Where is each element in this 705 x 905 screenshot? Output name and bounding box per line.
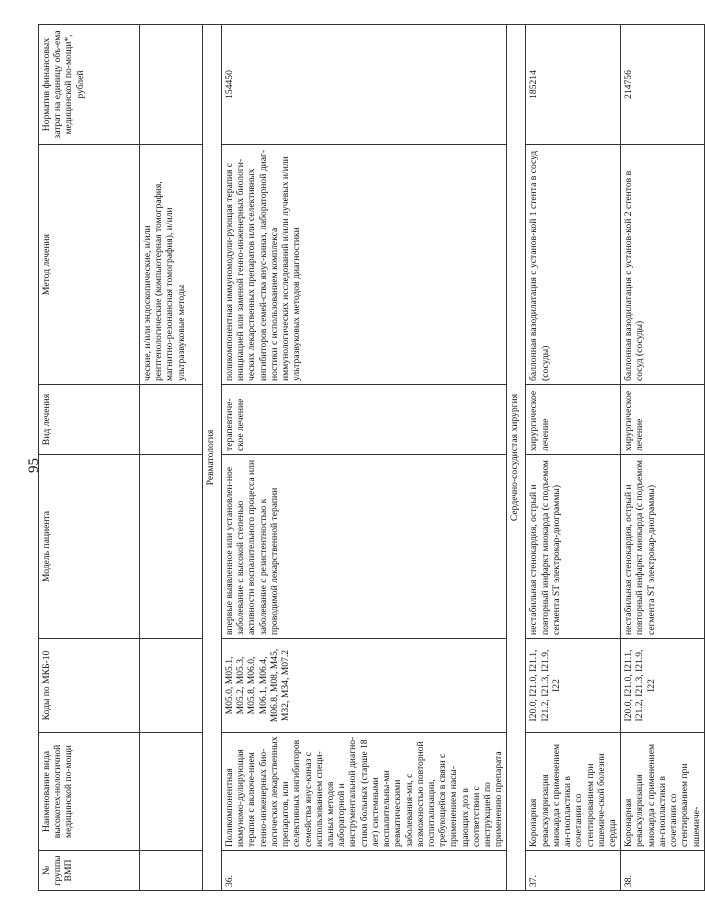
table-row [526,25,621,891]
cell-name: Коронарная реваскуляризация миокарда с применением ан-гиопластики в сочетании со стентированием при ишемиче-ской болезни сердца [526,733,621,851]
table-row [222,25,507,891]
section-row [203,25,222,891]
table-row [621,25,705,891]
section-row [507,25,526,891]
header-vmp-name: Наименование вида высокотех-нологичной медицинской по-мощи [39,733,140,851]
table-header [39,25,140,891]
cell-type: хирургическое лечение [621,385,705,455]
cell-model: нестабильная стенокардия, острый и повторный инфаркт миокарда (с подъемом сегмента ST электрокар-диограммы) [526,455,621,639]
cell-norm: 214756 [621,25,705,145]
cell-name: Поликомпонентная иммуномо-дулирующая терапия с включе-нием генно-инженерных био-логических лекарственных препаратов, или селективных ингибиторов семейства янус-киназ с использованием специ-альных методов лабораторной и инструментальной диагно-стики больных (старше 18 лет) системными воспалительны-ми ревматическими заболевания-ми, с возможностью повторной госпитализации, требующейся в связи с применением насы-щающих доз в соответствии с инструкцией по применению препарата [222,733,507,851]
cell-type: терапевтиче-ское лечение [222,385,507,455]
cell-method: поликомпонентная иммуномодули-рующая терапия с инициацией или заменой генно-инженерных биологи-ческих лекарственных препаратов или селективных ингибиторов семей-ства янус-киназ, лабораторной диаг-ностики с использованием комплекса иммунологических исследований и/или лучевых и/или ультразвуковых методов диагностики [222,145,507,385]
header-patient-model: Модель пациента [39,455,140,639]
cell-codes: I20.0, I21.0, I21.1, I21.2, I21.3, I21.9, I22 [621,639,705,733]
cell-norm: 185214 [526,25,621,145]
section-rheumatology: Ревматология [203,25,222,891]
cell-type: хирургическое лечение [526,385,621,455]
header-financial-norm: Норматив финансовых затрат на единицу объ-ема медицинской по-мощи*, рублей [39,25,140,145]
cell-num: 37. [526,851,621,891]
cell-norm: 154450 [222,25,507,145]
cell-num: 38. [621,851,705,891]
header-treatment-type: Вид лечения [39,385,140,455]
page-number: 95 [26,458,42,473]
continuation-row [140,25,203,891]
cell-num: 36. [222,851,507,891]
cell-method: баллонная вазодилатация с установ-кой 2 стентов в сосуд (сосуды) [621,145,705,385]
section-cardiovascular-surgery: Сердечно-сосудистая хирургия [507,25,526,891]
cell-model: нестабильная стенокардия, острый и повторный инфаркт миокарда (с подъемом сегмента ST электрокар-диограммы) [621,455,705,639]
header-treatment-method: Метод лечения [39,145,140,385]
cell-codes: M05.0, M05.1, M05.2, M05.3, M05.8, M06.0, M06.1, M06.4, M06.8, M08, M45, M32, M34, M07.2 [222,639,507,733]
header-mkb-codes: Коды по МКБ-10 [39,639,140,733]
cell-method: баллонная вазодилатация с установ-кой 1 стента в сосуд (сосуды) [526,145,621,385]
continuation-method: ческие, и/или эндоскопические, и/или рентгенологические (компьютерная томография, магнитно-резонансная томография), и/или ультразвуковые методы [140,145,203,385]
cell-name: Коронарная реваскуляризация миокарда с применением ан-гиопластики в сочетании со стентированием при ишемиче- [621,733,705,851]
cell-model: впервые выявленное или установлен-ное заболевание с высокой степенью активности воспалительного процесса или заболевание с резистентностью к проводимой лекарственной терапии [222,455,507,639]
cell-codes: I20.0, I21.0, I21.1, I21.2, I21.3, I21.9, I22 [526,639,621,733]
header-group-num: № группы ВМП [39,851,140,891]
vmp-table [38,24,705,891]
